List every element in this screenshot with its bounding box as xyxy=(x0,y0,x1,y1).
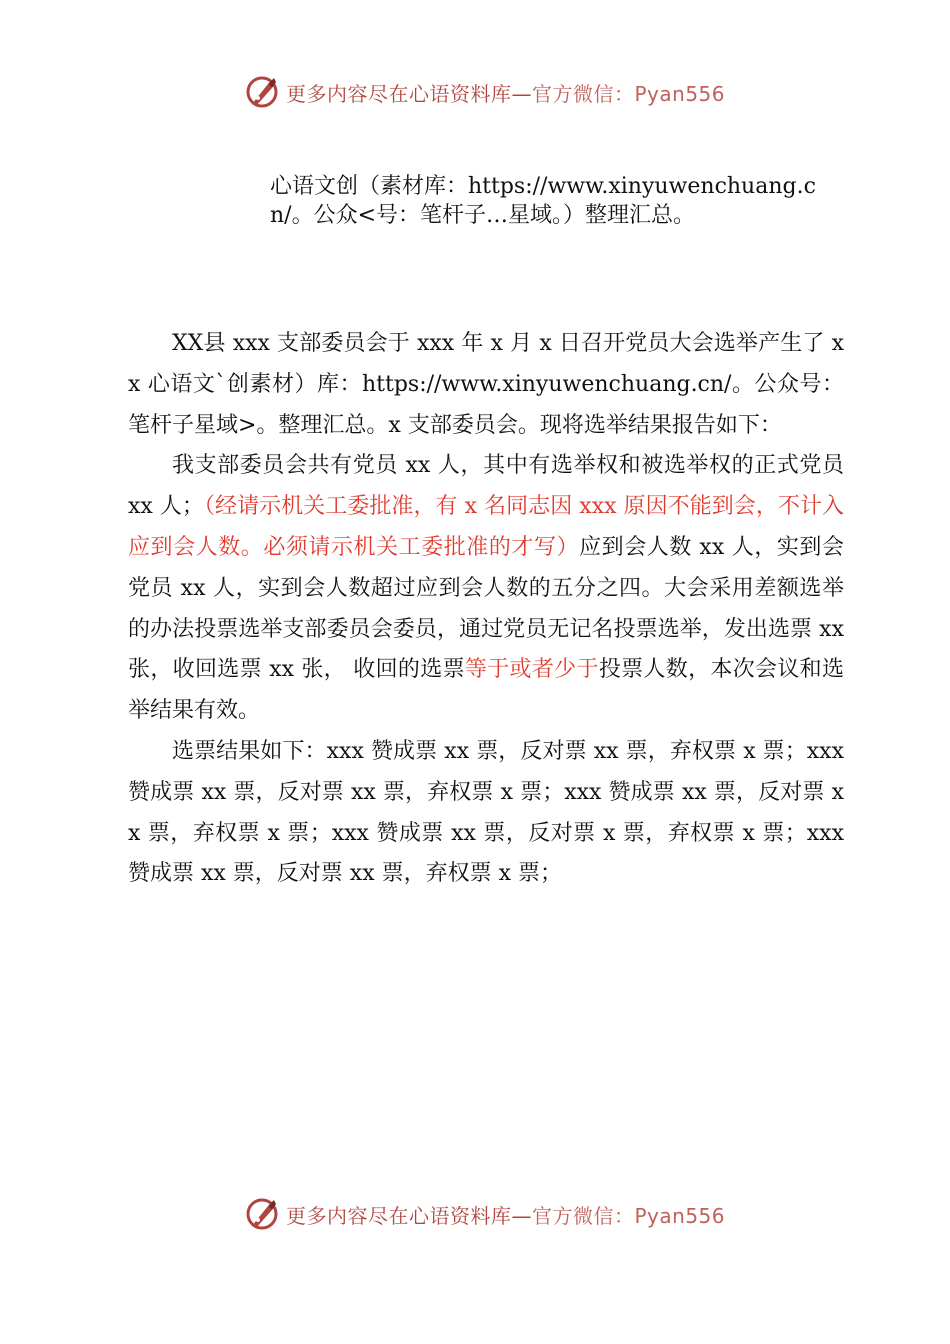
footer-banner-text: 更多内容尽在心语资料库—官方微信：Pyan556 xyxy=(286,1203,726,1228)
footer-banner xyxy=(244,1194,804,1234)
pen-logo-icon xyxy=(244,1196,280,1232)
source-note: 心语文创（素材库：https://www.xinyuwenchuang.cn/。公众<号：笔杆子…星域。）整理汇总。 xyxy=(270,174,816,228)
document-body xyxy=(128,324,844,895)
footer-wechat-text: 官方微信：Pyan556 xyxy=(532,1203,726,1228)
paragraph-attendance: 我支部委员会共有党员 xx 人，其中有选举权和被选举权的正式党员 xx 人；（经请示机关工委批准，有 x 名同志因 xxx 原因不能到会，不计入应到会人数。必须请示机关工委批准的才写）应到会人数 xx 人，实到会党员 xx 人，实到会人数超过应到会人数的五分之四。大会采用差额选举的办法投票选举支部委员会委员，通过党员无记名投票选举，发出选票 xx 张，收回选票 xx 张， 收回的选票等于或者少于投票人数，本次会议和选举结果有效。 xyxy=(128,453,845,724)
paragraph-intro: XX县 xxx 支部委员会于 xxx 年 x 月 x 日召开党员大会选举产生了 xx 心语文`创素材）库：https://www.xinyuwenchuang.cn/。公众号：笔杆子星域>。整理汇总。x 支部委员会。现将选举结果报告如下： xyxy=(128,331,844,438)
pen-logo-icon xyxy=(244,74,280,110)
paragraph-results: 选票结果如下：xxx 赞成票 xx 票，反对票 xx 票，弃权票 x 票；xxx 赞成票 xx 票，反对票 xx 票，弃权票 x 票；xxx 赞成票 xx 票，反对票 xx 票，弃权票 x 票；xxx 赞成票 xx 票，反对票 x 票，弃权票 x 票；xxx 赞成票 xx 票，反对票 xx 票，弃权票 x 票； xyxy=(128,738,844,887)
approval-note-highlight: （经请示机关工委批准，有 x 名同志因 xxx 原因不能到会，不计入应到会人数。必须请示机关工委批准的才写） xyxy=(128,494,845,560)
ballot-count-highlight: 等于或者少于 xyxy=(464,657,599,683)
header-banner-text: 更多内容尽在心语资料库—官方微信：Pyan556 xyxy=(286,81,726,106)
header-banner xyxy=(244,72,804,112)
header-wechat-text: 官方微信：Pyan556 xyxy=(532,81,726,106)
